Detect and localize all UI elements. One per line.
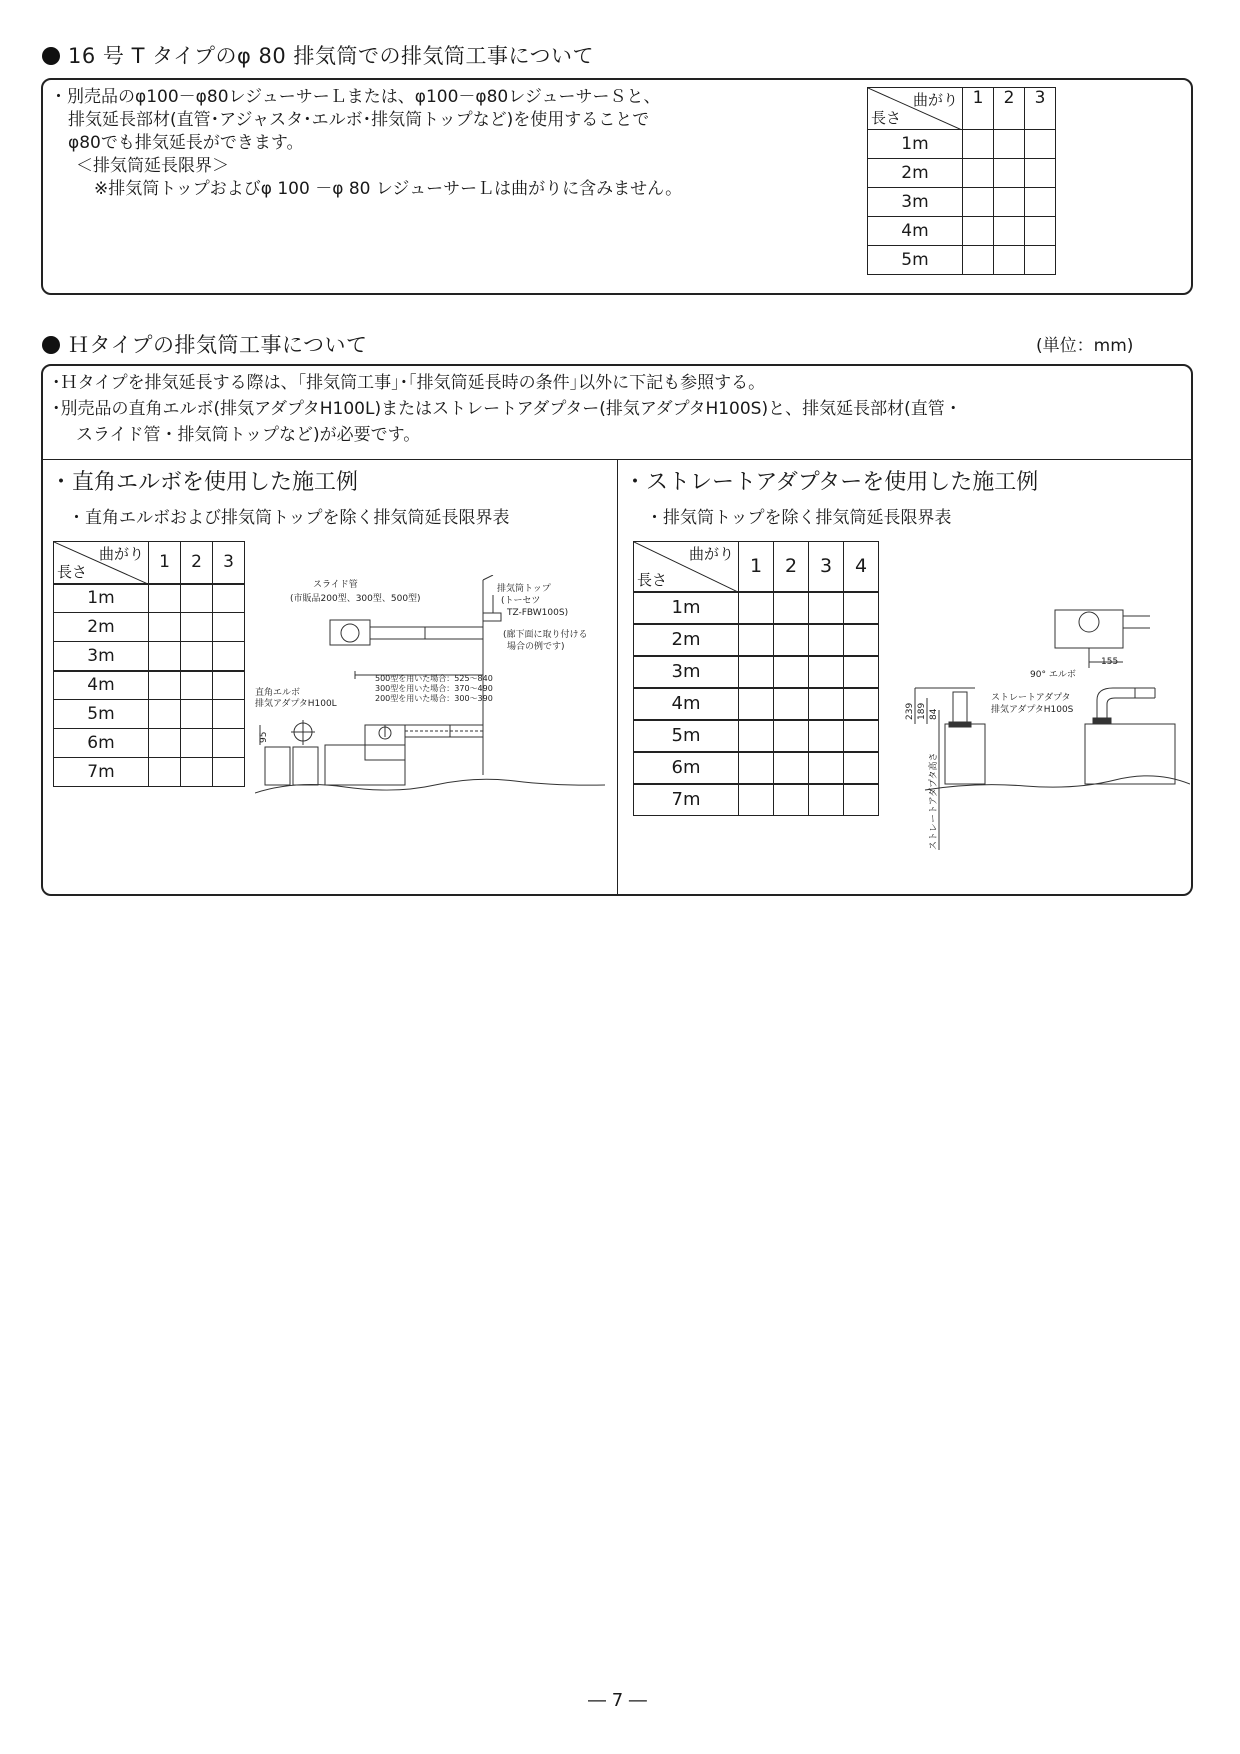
elbow-installation-figure: [255, 575, 605, 795]
left-title: ・直角エルボを使用した施工例: [50, 470, 359, 495]
top-model-2: TZ-FBW100S): [507, 608, 569, 618]
row-label: 3m: [54, 642, 149, 671]
right-title: ・ストレートアダプターを使用した施工例: [624, 470, 1039, 495]
table-corner: [54, 542, 149, 584]
slide-pipe-note: (市販品200型、300型、500型): [290, 594, 421, 604]
left-table: [53, 541, 245, 787]
section1-heading-text: 16 号 T タイプのφ 80 排気筒での排気筒工事について: [68, 44, 595, 68]
section1-line-2: 排気延長部材(直管･アジャスタ･エルボ･排気筒トップなど)を使用することで: [68, 110, 650, 130]
corner-bottom-label: 長さ: [637, 570, 668, 589]
table-row: [54, 584, 245, 613]
adapter-label-2: 排気アダプタH100S: [991, 705, 1074, 715]
section2-line-3: スライド管・排気筒トップなど)が必要です。: [76, 425, 421, 445]
row-label: 3m: [868, 188, 963, 217]
row-label: 1m: [868, 130, 963, 159]
table-row: [54, 700, 245, 729]
page-number: ― 7 ―: [588, 1690, 647, 1711]
bullet-icon: [42, 47, 60, 65]
slide-pipe-label: スライド管: [313, 580, 358, 590]
elbow-label: 90° エルボ: [1030, 670, 1076, 680]
table-row: [634, 752, 879, 784]
row-label: 6m: [54, 729, 149, 758]
unit-label: (単位：mm): [1036, 336, 1134, 356]
range-1: 500型を用いた場合：525～840: [375, 674, 493, 683]
section1-heading: [42, 40, 594, 70]
top-label: 排気筒トップ: [497, 584, 551, 594]
row-label: 3m: [634, 656, 739, 688]
corner-top-label: 曲がり: [98, 545, 144, 563]
row-label: 1m: [634, 592, 739, 624]
row-label: 7m: [634, 784, 739, 816]
row-label: 5m: [634, 720, 739, 752]
vertical-label: ストレートアダプタ高さ: [929, 752, 939, 850]
row-label: 5m: [868, 246, 963, 275]
col-header: 1: [963, 88, 994, 130]
table-row: [868, 188, 1056, 217]
col-header: 2: [774, 542, 809, 592]
row-label: 1m: [54, 584, 149, 613]
col-header: 2: [181, 542, 213, 584]
row-label: 4m: [868, 217, 963, 246]
table-row: [634, 688, 879, 720]
section2-line-1: ･Ｈタイプを排気延長する際は、｢排気筒工事｣･｢排気筒延長時の条件｣以外に下記も参照する。: [52, 373, 766, 393]
top-model-1: (トーセツ: [501, 596, 541, 606]
left-note: ・直角エルボおよび排気筒トップを除く排気筒延長限界表: [68, 508, 510, 528]
table-row: [868, 159, 1056, 188]
elbow-label-2: 排気アダプタH100L: [255, 699, 337, 709]
dim-84: 84: [929, 708, 939, 720]
row-label: 4m: [634, 688, 739, 720]
table-corner: [868, 88, 963, 130]
row-label: 6m: [634, 752, 739, 784]
col-header: 2: [994, 88, 1025, 130]
section1-line-3: φ80でも排気延長ができます。: [68, 133, 304, 153]
section2-line-2: ･別売品の直角エルボ(排気アダプタH100L)またはストレートアダプター(排気アダプタH100S)と、排気延長部材(直管・: [52, 399, 962, 419]
adapter-label-1: ストレートアダプタ: [991, 693, 1071, 703]
col-header: 4: [844, 542, 879, 592]
right-note: ・排気筒トップを除く排気筒延長限界表: [646, 508, 952, 528]
table-row: [868, 246, 1056, 275]
straight-adapter-figure: [885, 600, 1190, 855]
col-header: 1: [739, 542, 774, 592]
table-row: [54, 729, 245, 758]
row-label: 4m: [54, 671, 149, 700]
table-row: [54, 671, 245, 700]
table-row: [634, 624, 879, 656]
section1-line-5: ※排気筒トップおよびφ 100 －φ 80 レジューサーＬは曲がりに含みません。: [94, 179, 683, 199]
right-table: [633, 541, 879, 816]
table-corner: [634, 542, 739, 592]
col-header: 1: [149, 542, 181, 584]
table-row: [634, 656, 879, 688]
col-header: 3: [809, 542, 844, 592]
col-header: 3: [1025, 88, 1056, 130]
section2-heading: [42, 329, 368, 359]
top-note-1: (廊下面に取り付ける: [503, 630, 588, 640]
section1-line-4: ＜排気筒延長限界＞: [76, 156, 229, 176]
corner-top-label: 曲がり: [912, 91, 958, 109]
row-label: 5m: [54, 700, 149, 729]
row-label: 2m: [634, 624, 739, 656]
table-row: [634, 784, 879, 816]
range-3: 200型を用いた場合：300～390: [375, 694, 493, 703]
section2-divider-v: [617, 459, 618, 895]
dim-95: 95: [259, 731, 269, 743]
table-row: [634, 592, 879, 624]
corner-bottom-label: 長さ: [871, 109, 902, 127]
section1-table: [867, 87, 1056, 275]
elbow-label-1: 直角エルボ: [255, 688, 301, 698]
section1-line-1: ・別売品のφ100－φ80レジューサーＬまたは、φ100－φ80レジューサーＳと、: [50, 87, 661, 107]
row-label: 2m: [54, 613, 149, 642]
top-note-2: 場合の例です): [507, 642, 565, 652]
table-row: [868, 217, 1056, 246]
table-row: [868, 130, 1056, 159]
table-row: [54, 758, 245, 787]
col-header: 3: [213, 542, 245, 584]
corner-top-label: 曲がり: [688, 545, 734, 563]
bullet-icon: [42, 336, 60, 354]
row-label: 7m: [54, 758, 149, 787]
corner-bottom-label: 長さ: [57, 562, 88, 581]
row-label: 2m: [868, 159, 963, 188]
dim-189: 189: [917, 702, 927, 720]
dim-239: 239: [905, 702, 915, 720]
table-row: [634, 720, 879, 752]
table-row: [54, 613, 245, 642]
dim-155: 155: [1101, 657, 1119, 667]
table-row: [54, 642, 245, 671]
section2-heading-text: Ｈタイプの排気筒工事について: [68, 333, 368, 357]
range-2: 300型を用いた場合：370～490: [375, 684, 493, 693]
